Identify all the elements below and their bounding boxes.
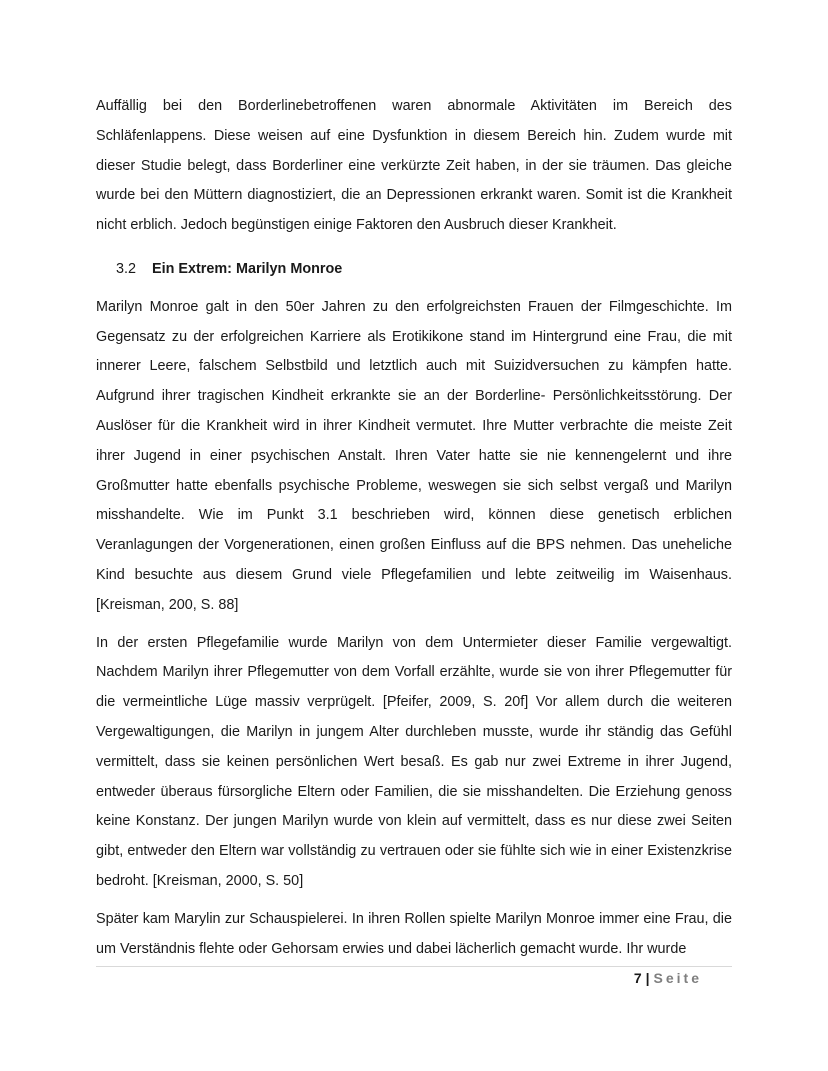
section-title: Ein Extrem: Marilyn Monroe <box>152 260 343 277</box>
section-heading <box>96 255 732 285</box>
paragraph-schauspielerei: Später kam Marylin zur Schauspielerei. In ihren Rollen spielte Marilyn Monroe immer eine Frau, die um Verständnis flehte oder Gehorsam erwies und dabei lächerlich gemacht wurde. Ihr wurde <box>96 910 732 957</box>
page-body <box>96 92 732 964</box>
page-label: Seite <box>653 970 702 986</box>
paragraph-schlaefenlappen: Auffällig bei den Borderlinebetroffenen waren abnormale Aktivitäten im Bereich des Schläfenlappens. Diese weisen auf eine Dysfunktion in diesem Bereich hin. Zudem wurde mit dieser Studie belegt, dass Borderliner eine verkürzte Zeit haben, in der sie träumen. Das gleiche wurde bei den Müttern diagnostiziert, die an Depressionen erkrankt waren. Somit ist die Krankheit nicht erblich. Jedoch begünstigen einige Faktoren den Ausbruch dieser Krankheit. <box>96 98 732 234</box>
footer-separator: | <box>645 970 650 986</box>
section-number: 3.2 <box>116 260 137 277</box>
page-footer <box>634 966 702 990</box>
page-number: 7 <box>633 970 642 986</box>
paragraph-pflegefamilie: In der ersten Pflegefamilie wurde Marilyn von dem Untermieter dieser Familie vergewaltigt. Nachdem Marilyn ihrer Pflegemutter von dem Vorfall erzählte, wurde sie von ihrer Pflegemutter für die vermeintliche Lüge massiv verprügelt. [Pfeifer, 2009, S. 20f] Vor allem durch die weiteren Vergewaltigungen, die Marilyn in jungem Alter durchleben musste, wurde ihr ständig das Gefühl vermittelt, dass sie keinen persönlichen Wert besaß. Es gab nur zwei Extreme in ihrer Jugend, entweder überaus fürsorgliche Eltern oder Familien, die sie misshandelten. Die Erziehung genoss keine Konstanz. Der jungen Marilyn wurde von klein auf vermittelt, dass es nur diese zwei Seiten gibt, entweder den Eltern war vollständig zu vertrauen oder sie fühlte sich wie in einer Existenzkrise bedroht. [Kreisman, 2000, S. 50] <box>96 634 732 889</box>
paragraph-marilyn-intro: Marilyn Monroe galt in den 50er Jahren zu den erfolgreichsten Frauen der Filmgeschichte. Im Gegensatz zu der erfolgreichen Karriere als Erotikikone stand im Hintergrund eine Frau, die mit innerer Leere, falschem Selbstbild und letztlich auch mit Suizidversuchen zu kämpfen hatte. Aufgrund ihrer tragischen Kindheit erkrankte sie an der Borderline- Persönlichkeitsstörung. Der Auslöser für die Krankheit wird in ihrer Kindheit vermutet. Ihre Mutter verbrachte die meiste Zeit ihrer Jugend in einer psychischen Anstalt. Ihren Vater hatte sie nie kennengelernt und ihre Großmutter hatte ebenfalls psychische Probleme, weswegen sie sich selbst vergaß und Marilyn misshandelte. Wie im Punkt 3.1 beschrieben wird, können diese genetisch erblichen Veranlagungen der Vorgenerationen, einen großen Einfluss auf die BPS nehmen. Das uneheliche Kind besuchte aus diesem Grund viele Pflegefamilien und lebte zeitweilig im Waisenhaus. [Kreisman, 200, S. 88] <box>96 298 732 613</box>
